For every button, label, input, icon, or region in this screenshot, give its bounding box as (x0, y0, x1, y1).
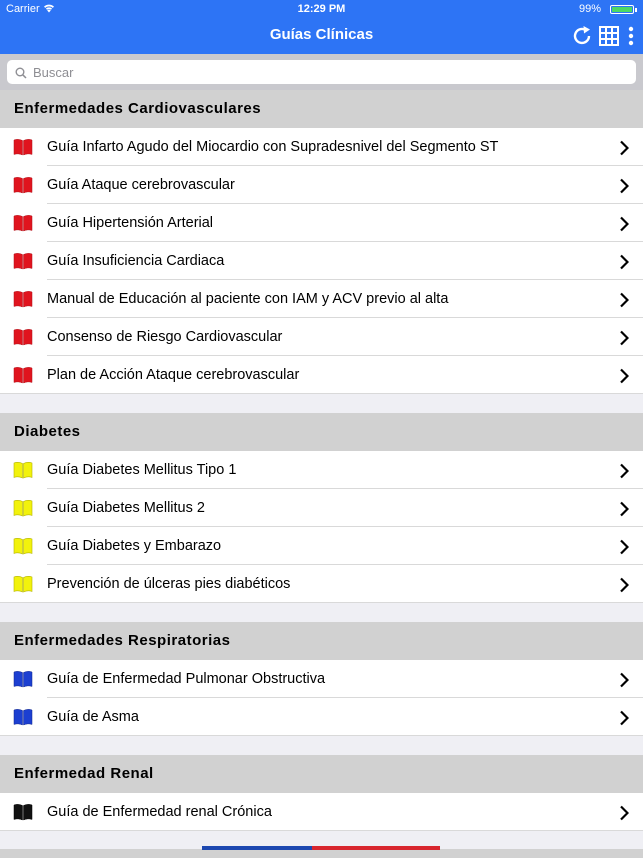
battery-tip (635, 8, 637, 12)
chevron-right-icon (619, 805, 629, 826)
chevron-right-icon (619, 254, 629, 275)
list-item[interactable] (0, 242, 643, 280)
blue-book-icon (13, 708, 33, 731)
flag-stripe-red (312, 846, 440, 850)
row-separator (0, 830, 643, 831)
navigation-bar (0, 0, 643, 54)
status-bar (0, 0, 643, 18)
list-item[interactable] (0, 451, 643, 489)
clock: 12:29 PM (297, 3, 346, 15)
section-title: Enfermedad Renal (14, 765, 154, 782)
chevron-right-icon (619, 178, 629, 199)
list-item-label: Guía Insuficiencia Cardiaca (47, 253, 225, 269)
yellow-book-icon (13, 537, 33, 560)
section-header-renal (0, 755, 643, 793)
list-item[interactable] (0, 489, 643, 527)
section-title: Enfermedades Cardiovasculares (14, 100, 262, 117)
chevron-right-icon (619, 672, 629, 693)
search-bar (0, 54, 643, 90)
page-title: Guías Clínicas (269, 26, 374, 43)
list-item-label: Guía de Asma (47, 709, 139, 725)
row-separator (0, 735, 643, 736)
flag-stripe-blue (202, 846, 312, 850)
red-book-icon (13, 176, 33, 199)
chevron-right-icon (619, 539, 629, 560)
chevron-right-icon (619, 140, 629, 161)
refresh-icon[interactable] (571, 24, 593, 48)
list-item-label: Guía Diabetes Mellitus 2 (47, 500, 205, 516)
red-book-icon (13, 290, 33, 313)
blue-book-icon (13, 670, 33, 693)
list-item-label: Consenso de Riesgo Cardiovascular (47, 329, 283, 345)
chevron-right-icon (619, 368, 629, 389)
yellow-book-icon (13, 461, 33, 484)
chevron-right-icon (619, 330, 629, 351)
carrier-label: Carrier (6, 3, 40, 15)
list-item-label: Guía Infarto Agudo del Miocardio con Supradesnivel del Segmento ST (47, 139, 499, 155)
list-item-label: Guía de Enfermedad Pulmonar Obstructiva (47, 671, 326, 687)
list-item-label: Guía de Enfermedad renal Crónica (47, 804, 272, 820)
chevron-right-icon (619, 292, 629, 313)
list-item-label: Prevención de úlceras pies diabéticos (47, 576, 291, 592)
list-item-label: Plan de Acción Ataque cerebrovascular (47, 367, 300, 383)
search-box[interactable] (7, 60, 636, 84)
red-book-icon (13, 366, 33, 389)
list-item[interactable] (0, 527, 643, 565)
list-item-label: Guía Diabetes Mellitus Tipo 1 (47, 462, 237, 478)
section-header-diabetes (0, 413, 643, 451)
chevron-right-icon (619, 501, 629, 522)
yellow-book-icon (13, 575, 33, 598)
battery-icon (610, 5, 634, 14)
red-book-icon (13, 214, 33, 237)
list-item[interactable] (0, 793, 643, 831)
list-item-label: Guía Hipertensión Arterial (47, 215, 214, 231)
more-options-icon[interactable] (626, 24, 636, 48)
list-item[interactable] (0, 166, 643, 204)
grid-icon[interactable] (598, 24, 620, 48)
list-item[interactable] (0, 356, 643, 394)
list-item[interactable] (0, 204, 643, 242)
list-item[interactable] (0, 318, 643, 356)
chevron-right-icon (619, 577, 629, 598)
chevron-right-icon (619, 216, 629, 237)
battery-percent: 99% (578, 3, 601, 15)
list-item[interactable] (0, 660, 643, 698)
section-header-respiratory (0, 622, 643, 660)
red-book-icon (13, 138, 33, 161)
list-item-label: Guía Ataque cerebrovascular (47, 177, 235, 193)
chevron-right-icon (619, 463, 629, 484)
black-book-icon (13, 803, 33, 826)
search-icon (15, 66, 27, 84)
section-title: Enfermedades Respiratorias (14, 632, 231, 649)
red-book-icon (13, 252, 33, 275)
chevron-right-icon (619, 710, 629, 731)
bottom-strip (0, 849, 643, 858)
red-book-icon (13, 328, 33, 351)
list-item[interactable] (0, 280, 643, 318)
row-separator (0, 393, 643, 394)
list-item[interactable] (0, 565, 643, 603)
list-item[interactable] (0, 128, 643, 166)
section-header-cardiovascular (0, 90, 643, 128)
row-separator (0, 602, 643, 603)
list-item[interactable] (0, 698, 643, 736)
yellow-book-icon (13, 499, 33, 522)
section-title: Diabetes (14, 423, 81, 440)
search-input[interactable] (33, 60, 613, 84)
list-item-label: Manual de Educación al paciente con IAM y ACV previo al alta (47, 291, 449, 307)
list-item-label: Guía Diabetes y Embarazo (47, 538, 222, 554)
